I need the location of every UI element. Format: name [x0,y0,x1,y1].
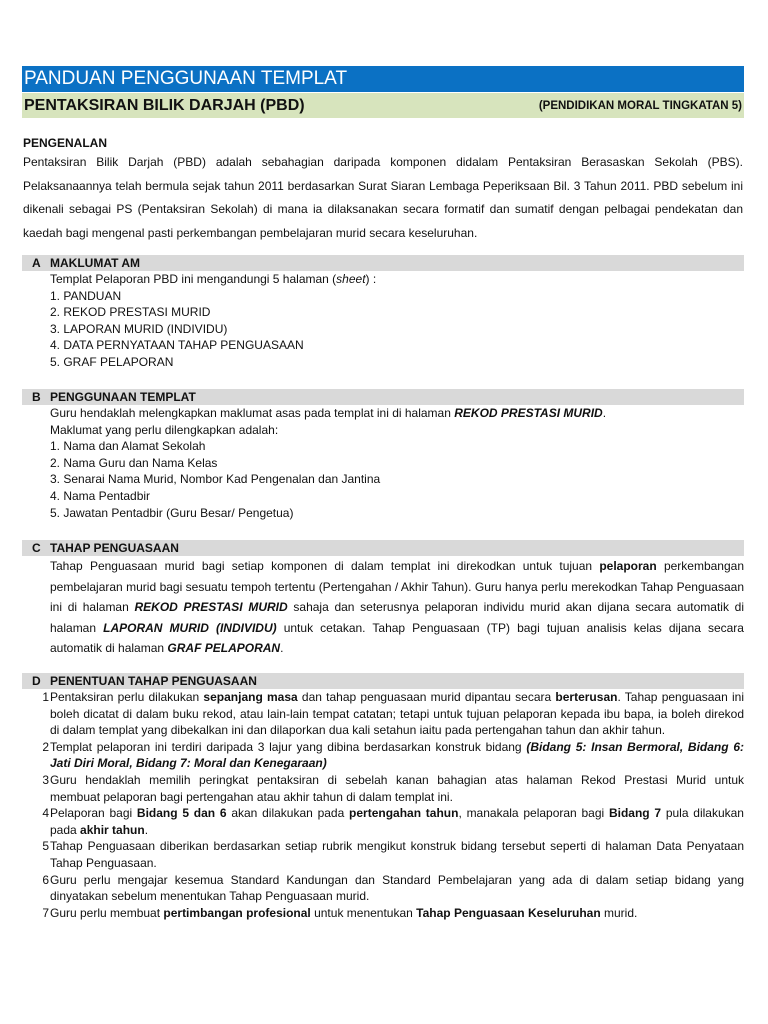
text-line: dinyatakan sebelum menentukan Tahap Penguasaan murid. [50,889,370,904]
document-title: PANDUAN PENGGUNAAN TEMPLAT [22,66,744,92]
text-run-bold-italic: REKOD PRESTASI MURID [134,600,288,614]
subtitle-bar [22,93,744,118]
text-run: Guru perlu membuat [50,905,164,920]
list-item: 5. Jawatan Pentadbir (Guru Besar/ Pengetua) [50,505,294,520]
text-run: . [280,641,284,655]
section-c-header [22,540,744,556]
list-item [22,905,744,922]
text-run-bold-italic: (Bidang 5: Insan Bermoral, Bidang 6: Jati Diri Moral, Bidang 7: Moral dan Kenegaraan) [50,739,744,771]
text-run: Pentaksiran perlu dilakukan [50,690,204,704]
text-run: sahaja dan seterusnya pelaporan individu murid akan dijana secara automatik di halaman [50,600,745,635]
text-line: Guru perlu mengajar kesemua Standard Kandungan dan Standard Pembelajaran yang ada di dalam setiap bidang yang [50,872,744,887]
item-number: 1 [42,690,49,704]
text-run-bold: Bidang 7 [608,806,662,821]
item-number: 6 [42,872,49,887]
text-run-bold: pelaporan [599,559,657,573]
item-number: 7 [42,905,49,920]
item-text [50,805,744,838]
list-item [22,739,744,772]
text-run: Guru hendaklah melengkapkan maklumat asas pada templat ini di halaman [50,406,455,420]
section-c-body [50,556,744,659]
text-run: untuk cetakan. Tahap Penguasaan (TP) bagi tujuan analisis kelas dijana secara automatik di halaman [50,620,744,655]
item-text [50,872,744,905]
text-run: . Tahap penguasaan ini boleh dicatat di dalam buku rekod, atau lain-lain tempat catatan; tetapi untuk tujuan pelaporan kepada ibu bapa, ia boleh direkod di dalam templat yang dibekalkan ini dan dilaporkan dua kali setahun iaitu pada pertengahan tahun dan akhir tahun. [50,690,744,738]
section-a-intro [50,271,744,288]
text-run: pula dilakukan pada [50,806,744,837]
text-run-bold: berterusan [555,690,618,704]
section-a-header [22,255,744,271]
section-heading: PENENTUAN TAHAP PENGUASAAN [50,674,257,688]
list-item: 4. DATA PERNYATAAN TAHAP PENGUASAAN [50,338,304,353]
section-heading: TAHAP PENGUASAAN [50,541,179,555]
list-item: 4. Nama Pentadbir [50,488,151,503]
list-item: 3. LAPORAN MURID (INDIVIDU) [50,321,228,336]
list-item: 1. Nama dan Alamat Sekolah [50,439,206,454]
text-run: murid. [600,905,638,920]
item-number: 5 [42,839,49,854]
text-line: Guru hendaklah memilih peringkat pentaksiran di sebelah kanan bahagian atas halaman Rekod Prestasi Murid untuk [50,772,744,787]
text-run: dan tahap penguasaan murid dipantau secara [297,690,556,704]
text-run: Pelaporan bagi [50,806,137,821]
intro-heading: PENGENALAN [23,136,108,150]
list-item [22,805,744,838]
text-run: Templat pelaporan ini terdiri daripada 3 lajur yang dibina berdasarkan konstruk bidang [50,739,527,754]
section-letter: C [32,541,41,555]
text-line: membuat pelaporan bagi pertengahan atau akhir tahun di dalam templat ini. [50,789,453,804]
section-d-list [22,689,744,921]
list-item [22,872,744,905]
list-item [22,838,744,871]
text-run-bold: Tahap Penguasaan Keseluruhan [416,905,601,920]
text-run-bold: sepanjang masa [203,690,298,704]
item-number: 4 [42,806,49,821]
text-run-bold: pertengahan tahun [349,806,459,821]
section-b-body [50,405,744,521]
section-heading: MAKLUMAT AM [50,256,140,270]
section-d-header [22,673,744,689]
text-run: perkembangan pembelajaran murid bagi sesuatu tempoh tertentu (Pertengahan / Akhir Tahun). Guru hanya perlu merekodkan Tahap Penguasaan ini di halaman [50,559,745,614]
section-b-line1 [50,405,744,422]
text-run: , manakala pelaporan bagi [458,806,609,821]
text-run-bold: Bidang 5 dan 6 [136,806,227,821]
section-b-line2: Maklumat yang perlu dilengkapkan adalah: [50,422,279,437]
text-run: . [602,406,607,420]
item-text [50,772,744,805]
section-letter: B [32,390,41,404]
section-b-header [22,389,744,405]
text-run-bold-italic: REKOD PRESTASI MURID [454,406,603,420]
text-run: Templat Pelaporan PBD ini mengandungi 5 halaman ( [50,272,337,286]
section-c-paragraph [50,556,744,659]
text-run-bold: akhir tahun [80,822,145,837]
list-item [22,772,744,805]
text-run: Tahap Penguasaan murid bagi setiap komponen di dalam templat ini direkodkan untuk tujuan [50,559,600,573]
text-run: ) : [365,272,377,286]
list-item: 2. Nama Guru dan Nama Kelas [50,455,218,470]
text-run-italic: sheet [336,272,366,286]
list-item: 1. PANDUAN [50,288,122,303]
list-item: 2. REKOD PRESTASI MURID [50,305,211,320]
text-run-bold-italic: GRAF PELAPORAN [167,641,281,655]
item-text: Tahap Penguasaan diberikan berdasarkan setiap rubrik mengikut konstruk bidang tersebut seperti di halaman Data Penyataan Tahap Penguasaan. [50,839,744,870]
item-text [50,739,744,772]
item-text [50,905,744,922]
list-item: 3. Senarai Nama Murid, Nombor Kad Pengenalan dan Jantina [50,472,381,487]
item-number: 3 [42,772,49,787]
item-number: 2 [42,739,49,754]
section-a-body [50,271,744,371]
list-item [22,689,744,739]
text-run-bold: pertimbangan profesional [163,905,311,920]
list-item: 5. GRAF PELAPORAN [50,354,174,369]
section-letter: D [32,674,41,688]
subject-label: (PENDIDIKAN MORAL TINGKATAN 5) [538,99,742,112]
section-letter: A [32,256,41,270]
text-run-bold-italic: LAPORAN MURID (INDIVIDU) [103,620,277,635]
intro-section [23,136,743,245]
text-run: untuk menentukan [310,905,417,920]
document-subtitle: PENTAKSIRAN BILIK DARJAH (PBD) [24,96,305,114]
item-text [50,689,744,739]
intro-paragraph: Pentaksiran Bilik Darjah (PBD) adalah sebahagian daripada komponen didalam Pentaksiran Berasaskan Sekolah (PBS). Pelaksanaannya telah bermula sejak tahun 2011 berdasarkan Surat Siaran Lembaga Peperiksaan Bil. 3 Tahun 2011. PBD sebelum ini dikenali sebagai PS (Pentaksiran Sekolah) di mana ia dilaksanakan secara formatif dan sumatif dengan pelbagai pendekatan dan kaedah bagi mengenal pasti perkembangan pembelajaran murid secara keseluruhan. [23,155,743,240]
text-run: . [144,822,149,837]
text-run: akan dilakukan pada [226,806,350,821]
section-heading: PENGGUNAAN TEMPLAT [50,390,196,404]
